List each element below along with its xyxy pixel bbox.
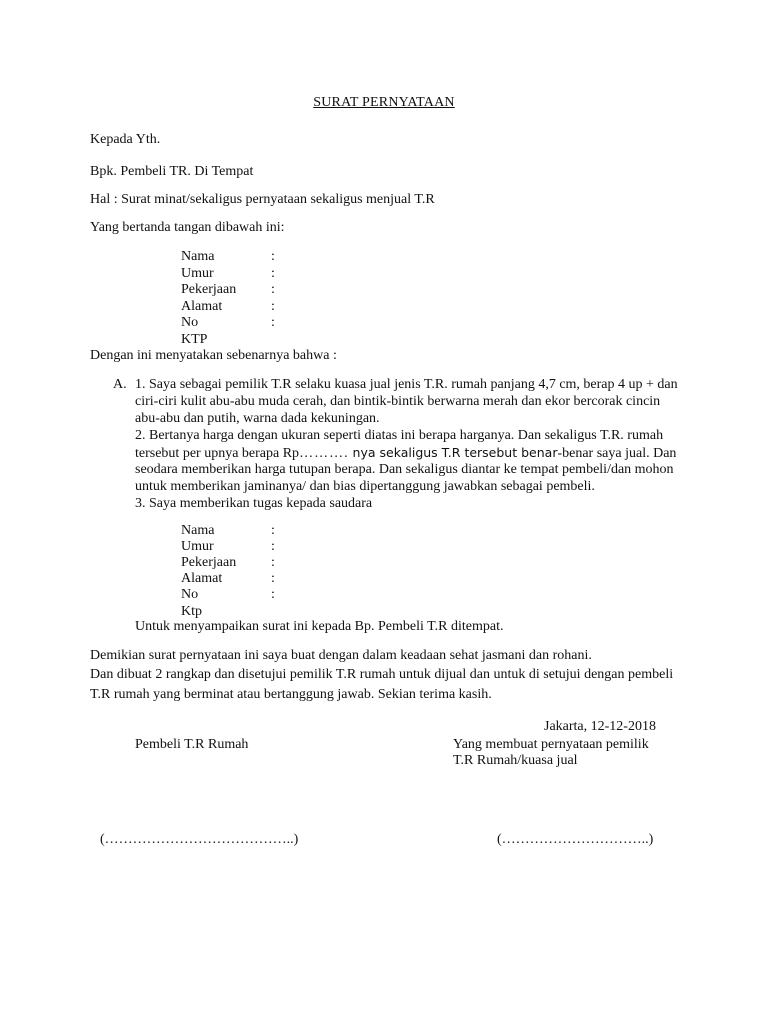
price-text-b: nya sekaligus T.R tersebut benar <box>348 445 558 460</box>
addressee: Kepada Yth. <box>90 132 161 147</box>
field-colon: : <box>271 571 275 586</box>
section-line: 3. Saya memberikan tugas kepada saudara <box>135 496 373 511</box>
field-label: Alamat <box>181 571 223 586</box>
field-colon: : <box>271 249 275 264</box>
recipient: Bpk. Pembeli TR. Di Tempat <box>90 164 254 179</box>
place-date: Jakarta, 12-12-2018 <box>544 719 656 734</box>
section-line-price <box>135 444 695 461</box>
section-marker: A. <box>113 377 127 392</box>
field-colon: : <box>271 315 275 330</box>
field-label: Umur <box>181 265 214 281</box>
price-text-a: tersebut per upnya berapa Rp <box>135 446 300 461</box>
page-title: SURAT PERNYATAAN <box>313 95 455 110</box>
maker-label: T.R Rumah/kuasa jual <box>453 753 578 768</box>
signature-line-maker: (…………………………..) <box>497 832 654 847</box>
section-line: 2. Bertanya harga dengan ukuran seperti diatas ini berapa harganya. Dan sekaligus T.R. rumah <box>135 428 664 443</box>
buyer-label: Pembeli T.R Rumah <box>135 737 249 752</box>
field-colon: : <box>271 298 275 314</box>
closing-line: Dan dibuat 2 rangkap dan disetujui pemilik T.R rumah untuk dijual dan untuk di setujui dengan pembeli <box>90 667 674 682</box>
subject-line: Hal : Surat minat/sekaligus pernyataan sekaligus menjual T.R <box>90 192 435 207</box>
field-colon: : <box>271 587 275 602</box>
section-line: abu-abu dan putih, warna dada kekuningan. <box>135 411 380 426</box>
field-label: Pekerjaan <box>181 555 237 570</box>
delivery-note: Untuk menyampaikan surat ini kepada Bp. Pembeli T.R ditempat. <box>135 619 504 634</box>
field-colon: : <box>271 539 275 554</box>
price-text-c: -benar saya jual. Dan <box>557 446 677 461</box>
field-label: Pekerjaan <box>181 282 237 297</box>
signatory-intro: Yang bertanda tangan dibawah ini: <box>90 220 285 235</box>
field-label: Umur <box>181 539 214 554</box>
price-dots: ………. <box>299 446 349 461</box>
field-label: No KTP <box>181 315 208 347</box>
field-colon: : <box>271 555 275 570</box>
section-line: 1. Saya sebagai pemilik T.R selaku kuasa jual jenis T.R. rumah panjang 4,7 cm, berap 4 up + dan <box>135 377 678 392</box>
section-line: seodara memberikan harga tutupan berapa. Dan sekaligus diantar ke tempat pembeli/dan mohon <box>135 462 674 477</box>
field-label: Nama <box>181 249 215 264</box>
section-line: ciri-ciri kulit abu-abu muda cerah, dan bintik-bintik berwarna merah dan ekor bercorak cincin <box>135 394 661 409</box>
maker-label: Yang membuat pernyataan pemilik <box>453 737 649 752</box>
field-colon: : <box>271 282 275 297</box>
section-line: untuk memberikan jaminanya/ dan bias dipertanggung jawabkan sebagai pembeli. <box>135 479 595 494</box>
field-label: Nama <box>181 523 215 538</box>
closing-line: Demikian surat pernyataan ini saya buat dengan dalam keadaan sehat jasmani dan rohani. <box>90 648 592 663</box>
statement-intro: Dengan ini menyatakan sebenarnya bahwa : <box>90 348 337 363</box>
section-body <box>135 376 695 512</box>
signature-line-buyer: (…………………………………..) <box>100 832 299 847</box>
field-colon: : <box>271 265 275 281</box>
closing-line: T.R rumah yang berminat atau bertanggung jawab. Sekian terima kasih. <box>90 687 492 702</box>
field-label: No Ktp <box>181 587 202 619</box>
field-label: Alamat <box>181 298 223 314</box>
field-colon: : <box>271 523 275 538</box>
